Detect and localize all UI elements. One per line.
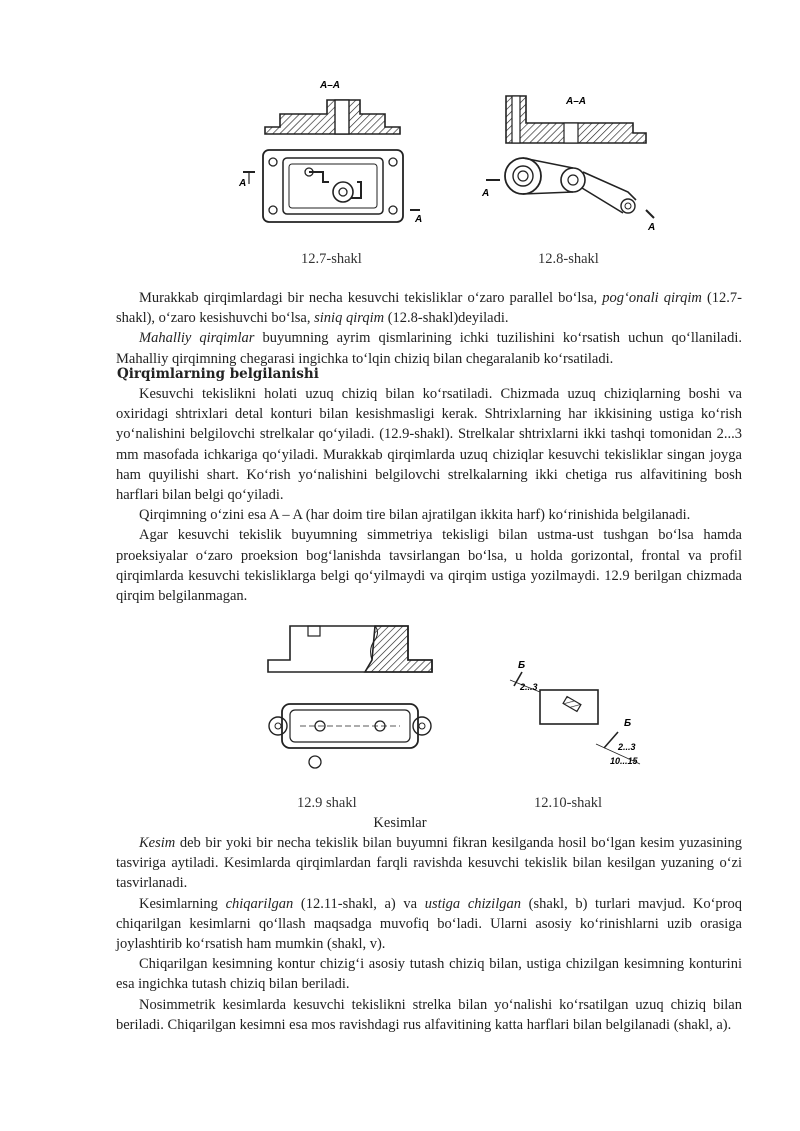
text-run: Chiqarilgan kesimning kontur chizig‘i asosiy tutash chiziq bilan, ustiga chizilgan kesimning konturini esa ingichka tutash chiziq bilan beriladi. [116,956,742,993]
text-run: Murakkab qirqimlardagi bir necha kesuvchi tekisliklar o‘zaro parallel bo‘lsa, [139,290,603,306]
figure-12-7 [235,72,423,232]
paragraph [116,954,742,994]
caption-12-9: 12.9 shakl [297,795,357,811]
dim-label-3: 10...15 [610,756,638,766]
paragraph [116,995,742,1035]
text-run: (shakl, b) turlari mavjud. Ko‘proq chiqarilgan kesimlarni qo‘llash maqsadga muvofiq bo‘ladi. Ularni asosiy ko‘rinishlarni uzib orasiga joylashtirib ko‘rsatish ham mumkin (shakl, v). [116,895,742,953]
paragraph: Agar kesuvchi tekislik buyumning simmetriya tekisligi bilan ustma-ust tushgan bo‘lsa hamda proeksiyalar o‘zaro proeksion bog‘lanishda tavsirlangan bo‘lsa, u holda gorizontal, frontal va profil qirqimlarda kesuvchi tekisliklarga belgi qo‘yilmaydi va qirqim ustiga yozilmaydi. 12.9 berilgan chizmada qirqim belgilanmagan. [116,527,742,605]
figure-12-10 [500,652,660,777]
text-block-1 [116,288,742,369]
label-top-12-10: Б [518,660,526,671]
paragraph [116,288,742,328]
paragraph [116,833,742,894]
arrow-label-left-12-8: A [482,188,490,199]
text-block-2 [116,384,742,606]
term: ustiga chizilgan [424,895,521,912]
arrow-label-right-12-7: A [415,214,423,225]
paragraph [116,328,742,368]
caption-12-8: 12.8-shakl [538,251,599,267]
label-bottom-12-10: Б [624,718,632,729]
arrow-label-right-12-8: A [648,222,656,233]
term: siniq qirqim [314,310,385,327]
dim-label-1: 2...3 [520,682,538,692]
section-label-12-7: A–A [320,80,341,91]
term: Mahalliy qirqimlar [139,330,255,347]
text-run: deb bir yoki bir necha tekislik bilan buyumni fikran kesilganda hosil bo‘lgan kesim yuzasining tasviriga aytiladi. Kesimlarda qirqimlardan farqli ravishda kesuvchi tekislik bilan kesilgan yuzaning o‘zi tasvirlanadi. [116,835,742,892]
term: chiqarilgan [225,895,294,912]
heading-kesimlar: Kesimlar [373,815,427,831]
text-run: Kesimlarning [139,895,226,912]
term: pog‘onali qirqim [602,290,702,306]
term: Kesim [139,835,176,851]
section-label-12-8: A–A [566,96,587,107]
text-block-3 [116,833,742,1035]
text-run: (12.11-shakl, a) va [293,895,425,912]
heading-qirqim-belgilanishi: Qirqimlarning belgilanishi [117,366,319,382]
dim-label-2: 2...3 [618,742,636,752]
paragraph: Qirqimning o‘zini esa A – A (har doim tire bilan ajratilgan ikkita harf) ko‘rinishida belgilanadi. [139,507,691,524]
text-run: Nosimmetrik kesimlarda kesuvchi tekislikni strelka bilan yo‘nalishi ko‘rsatilgan uzuq chiziq bilan beriladi. Chiqarilgan kesimni esa mos ravishdagi rus alfavitining katta harflari bilan belgilanadi (shakl, a). [116,996,742,1033]
text-run: buyumning ayrim qismlarining ichki tuzilishini ko‘rsatish uchun qo‘llaniladi. Mahalliy qirqimning chegarasi ingichka to‘lqin chiziq bilan chegaralanib ko‘rsatiladi. [116,330,743,367]
paragraph [116,894,742,955]
arrow-label-left-12-7: A [239,178,247,189]
caption-12-10: 12.10-shakl [534,795,603,811]
figure-12-8 [478,88,673,238]
figure-12-9 [260,620,440,780]
text-run: (12.7-shakl), o‘zaro kesishuvchi bo‘lsa, [116,290,742,327]
paragraph: Kesuvchi tekislikni holati uzuq chiziq bilan ko‘rsatiladi. Chizmada uzuq chiziqlarning boshi va oxiridagi shtrixlari detal konturi bilan kesishmasligi kerak. Shtrixlarning har ikkisining ustiga ko‘rish yo‘nalishini belgilovchi strelkalar qo‘yiladi. (12.9-shakl). Strelkalar shtrixlarni ikki tashqi tomonidan 2...3 mm masofada ichkariga qo‘yiladi. Murakkab qirqimlarda uzuq chiziqlar kesuvchi tekisliklar singan joyga ham quyilishi shart. Ko‘rish yo‘nalishini belgilovchi strelkalarning ikki chetiga rus alfavitining bosh harflari bilan belgi qo‘yiladi. [116,386,742,504]
caption-12-7: 12.7-shakl [301,251,362,267]
text-run: (12.8-shakl)deyiladi. [384,310,509,327]
